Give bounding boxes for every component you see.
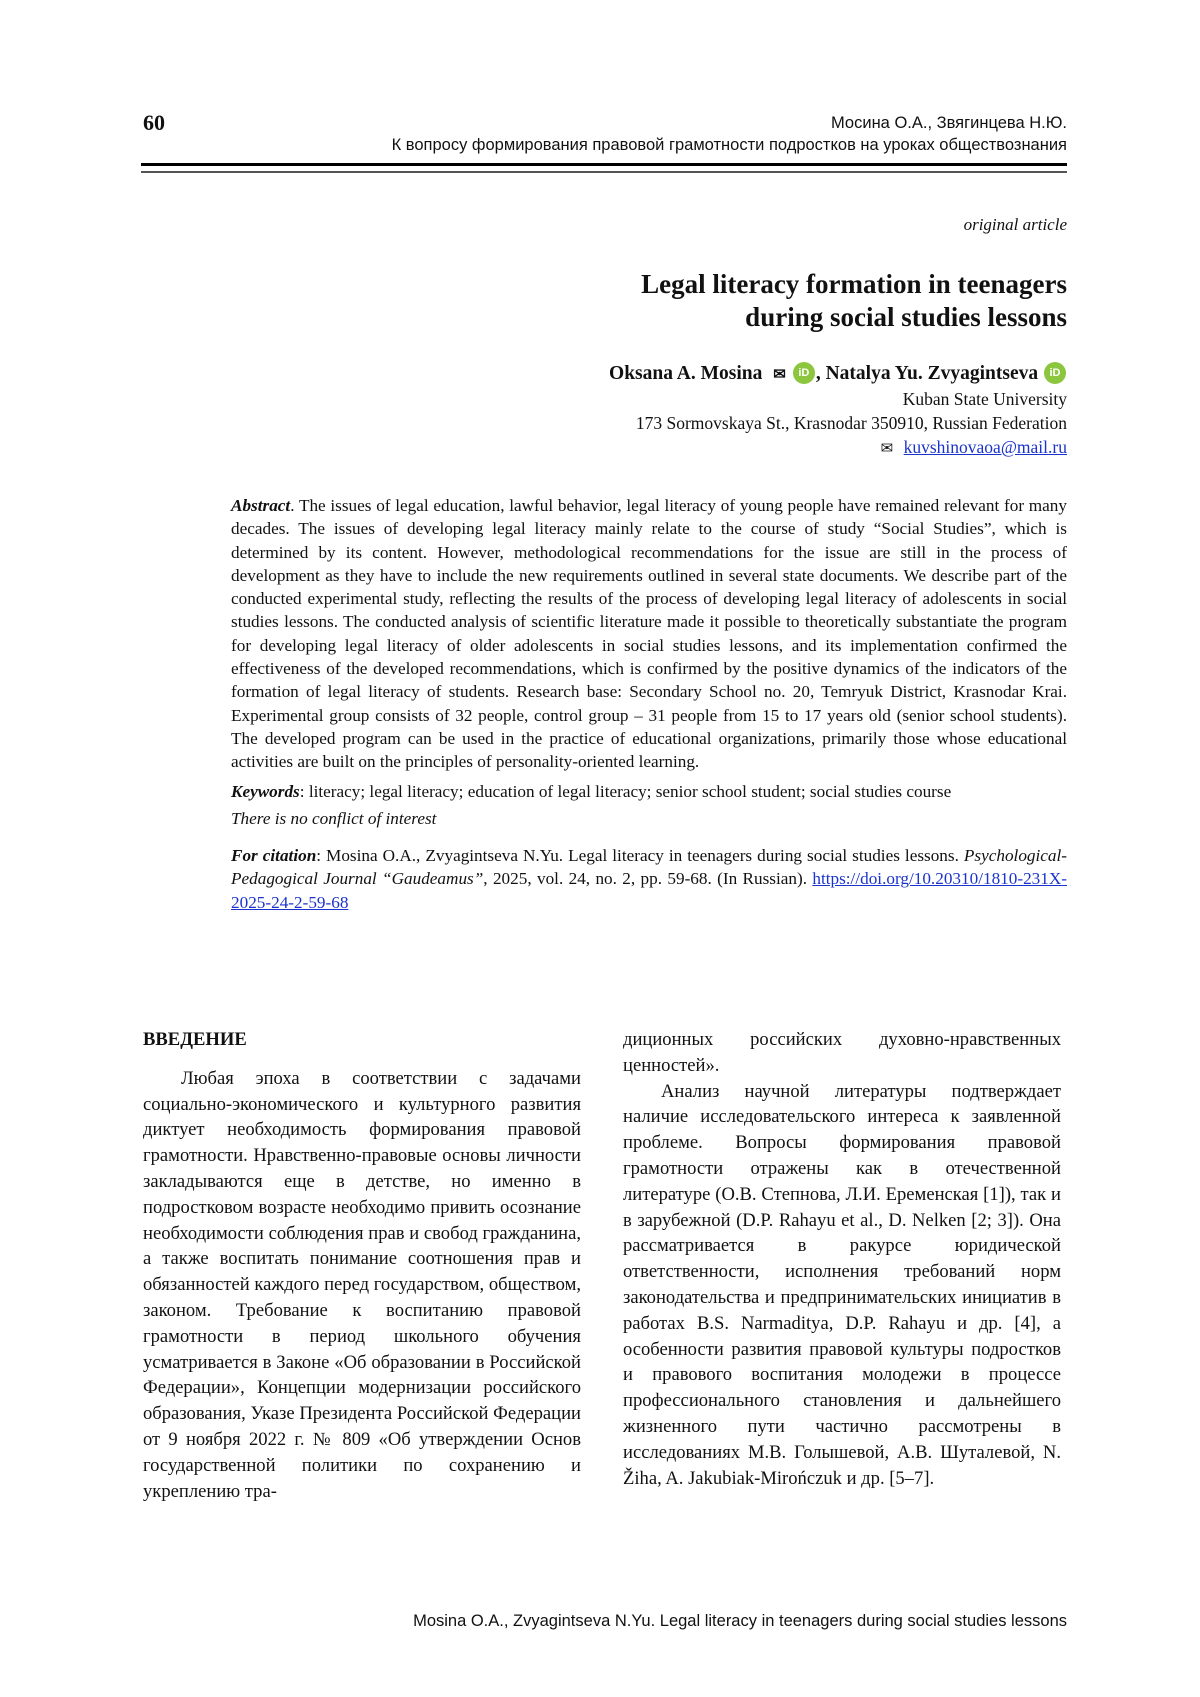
running-head	[392, 112, 1067, 156]
affiliation: Kuban State University	[902, 389, 1067, 409]
article-title	[641, 268, 1067, 334]
title-line-2: during social studies lessons	[745, 302, 1067, 332]
body-column-right	[623, 1027, 1061, 1491]
abstract-label: Abstract	[231, 496, 291, 515]
email-line	[609, 435, 1067, 461]
title-line-1: Legal literacy formation in teenagers	[641, 269, 1067, 299]
running-head-authors: Мосина О.А., Звягинцева Н.Ю.	[831, 114, 1067, 132]
citation	[231, 844, 1067, 914]
keywords-label: Keywords	[231, 781, 300, 801]
running-footer: Mosina O.A., Zvyagintseva N.Yu. Legal literacy in teenagers during social studies lessons	[413, 1612, 1067, 1630]
header-rule-thin	[141, 171, 1067, 173]
author-1-name: Oksana A. Mosina	[609, 363, 763, 384]
citation-journal: Psychological-Pedagogical Journal “Gaudeamus”	[231, 846, 1067, 889]
abstract-block	[231, 494, 1067, 914]
citation-label: For citation	[231, 846, 317, 866]
body-paragraph: Анализ научной литературы подтверждает наличие исследовательского интереса к заявленной проблеме. Вопросы формирования правовой грамотности отражены как в отечественной литературе (О.В. Степнова, Л.И. Еременская [1]), так и в зарубежной (D.P. Rahayu et al., D. Nelken [2; 3]). Она рассматривается в ракурсе юридической ответственности, исполнения требований норм законодательства и предпринимательских инициатив в работах B.S. Narmaditya, D.P. Rahayu и др. [4], а особенности развития правовой культуры подростков и правового воспитания молодежи в процессе профессионального становления и дальнейшего жизненного пути частично рассмотрены в исследованиях М.В. Голышевой, А.В. Шуталевой, N. Žiha, A. Jakubiak-Mirończuk и др. [5–7].	[623, 1080, 1061, 1489]
page-number: 60	[143, 110, 165, 135]
email-link[interactable]: kuvshinovaoa@mail.ru	[903, 437, 1067, 457]
citation-text: : Mosina O.A., Zvyagintseva N.Yu. Legal literacy in teenagers during social studies lessons.	[316, 846, 964, 866]
header-rule-thick	[141, 163, 1067, 166]
address: 173 Sormovskaya St., Krasnodar 350910, Russian Federation	[635, 413, 1067, 433]
author-block	[609, 362, 1067, 461]
body-paragraph-continuation: диционных российских духовно-нравственных ценностей».	[623, 1029, 1061, 1076]
section-heading: ВВЕДЕНИЕ	[143, 1029, 247, 1050]
keywords	[231, 780, 1067, 803]
citation-details: , 2025, vol. 24, no. 2, pp. 59-68. (In Russian).	[483, 869, 813, 889]
article-type: original article	[963, 215, 1067, 234]
mail-icon: ✉	[880, 441, 894, 457]
keywords-text: : literacy; legal literacy; education of legal literacy; senior school student; social studies course	[299, 781, 952, 801]
abstract	[231, 494, 1067, 774]
orcid-icon[interactable]: iD	[793, 362, 815, 384]
mail-icon[interactable]: ✉	[773, 367, 786, 383]
conflict-statement: There is no conflict of interest	[231, 808, 437, 828]
doi-link[interactable]: https://doi.org/10.20310/1810-231X-2025-24-2-59-68	[231, 869, 1067, 912]
body-paragraph: Любая эпоха в соответствии с задачами социально-экономического и культурного развития диктует необходимость формирования правовой грамотности. Нравственно-правовые основы личности закладываются еще в детстве, но именно в подростковом возрасте необходимо привить осознание необходимости соблюдения прав и свобод гражданина, а также воспитать понимание соотношения прав и обязанностей каждого перед государством, обществом, законом. Требование к воспитанию правовой грамотности в период школьного обучения усматривается в Законе «Об образовании в Российской Федерации», Концепции модернизации российского образования, Указе Президента Российской Федерации от 9 ноября 2022 г. № 809 «Об утверждении Основ государственной политики по сохранению и укреплению тра-	[143, 1067, 581, 1502]
orcid-icon[interactable]: iD	[1044, 362, 1066, 384]
author-names	[609, 362, 1067, 387]
author-separator: ,	[815, 363, 826, 384]
running-head-title: К вопросу формирования правовой грамотности подростков на уроках обществознания	[391, 136, 1067, 154]
author-2-name: Natalya Yu. Zvyagintseva	[825, 363, 1039, 384]
body-column-left	[143, 1027, 581, 1504]
abstract-text: . The issues of legal education, lawful behavior, legal literacy of young people have remained relevant for many decades. The issues of developing legal literacy mainly relate to the course of study “Social Studies”, which is determined by its content. However, methodological recommendations for the issue are still in the process of development as they have to include the new requirements outlined in several state documents. We describe part of the conducted experimental study, reflecting the results of the process of developing legal literacy of adolescents in social studies lessons. The conducted analysis of scientific literature made it possible to theoretically substantiate the program for developing legal literacy of older adolescents in social studies lessons, and its implementation confirmed the effectiveness of the developed recommendations, which is confirmed by the positive dynamics of the indicators of the formation of legal literacy of students. Research base: Secondary School no. 20, Temryuk District, Krasnodar Krai. Experimental group consists of 32 people, control group – 31 people from 15 to 17 years old (senior school students). The developed program can be used in the practice of educational organizations, primarily those whose educational activities are built on the principles of personality-oriented learning.	[231, 496, 1067, 772]
